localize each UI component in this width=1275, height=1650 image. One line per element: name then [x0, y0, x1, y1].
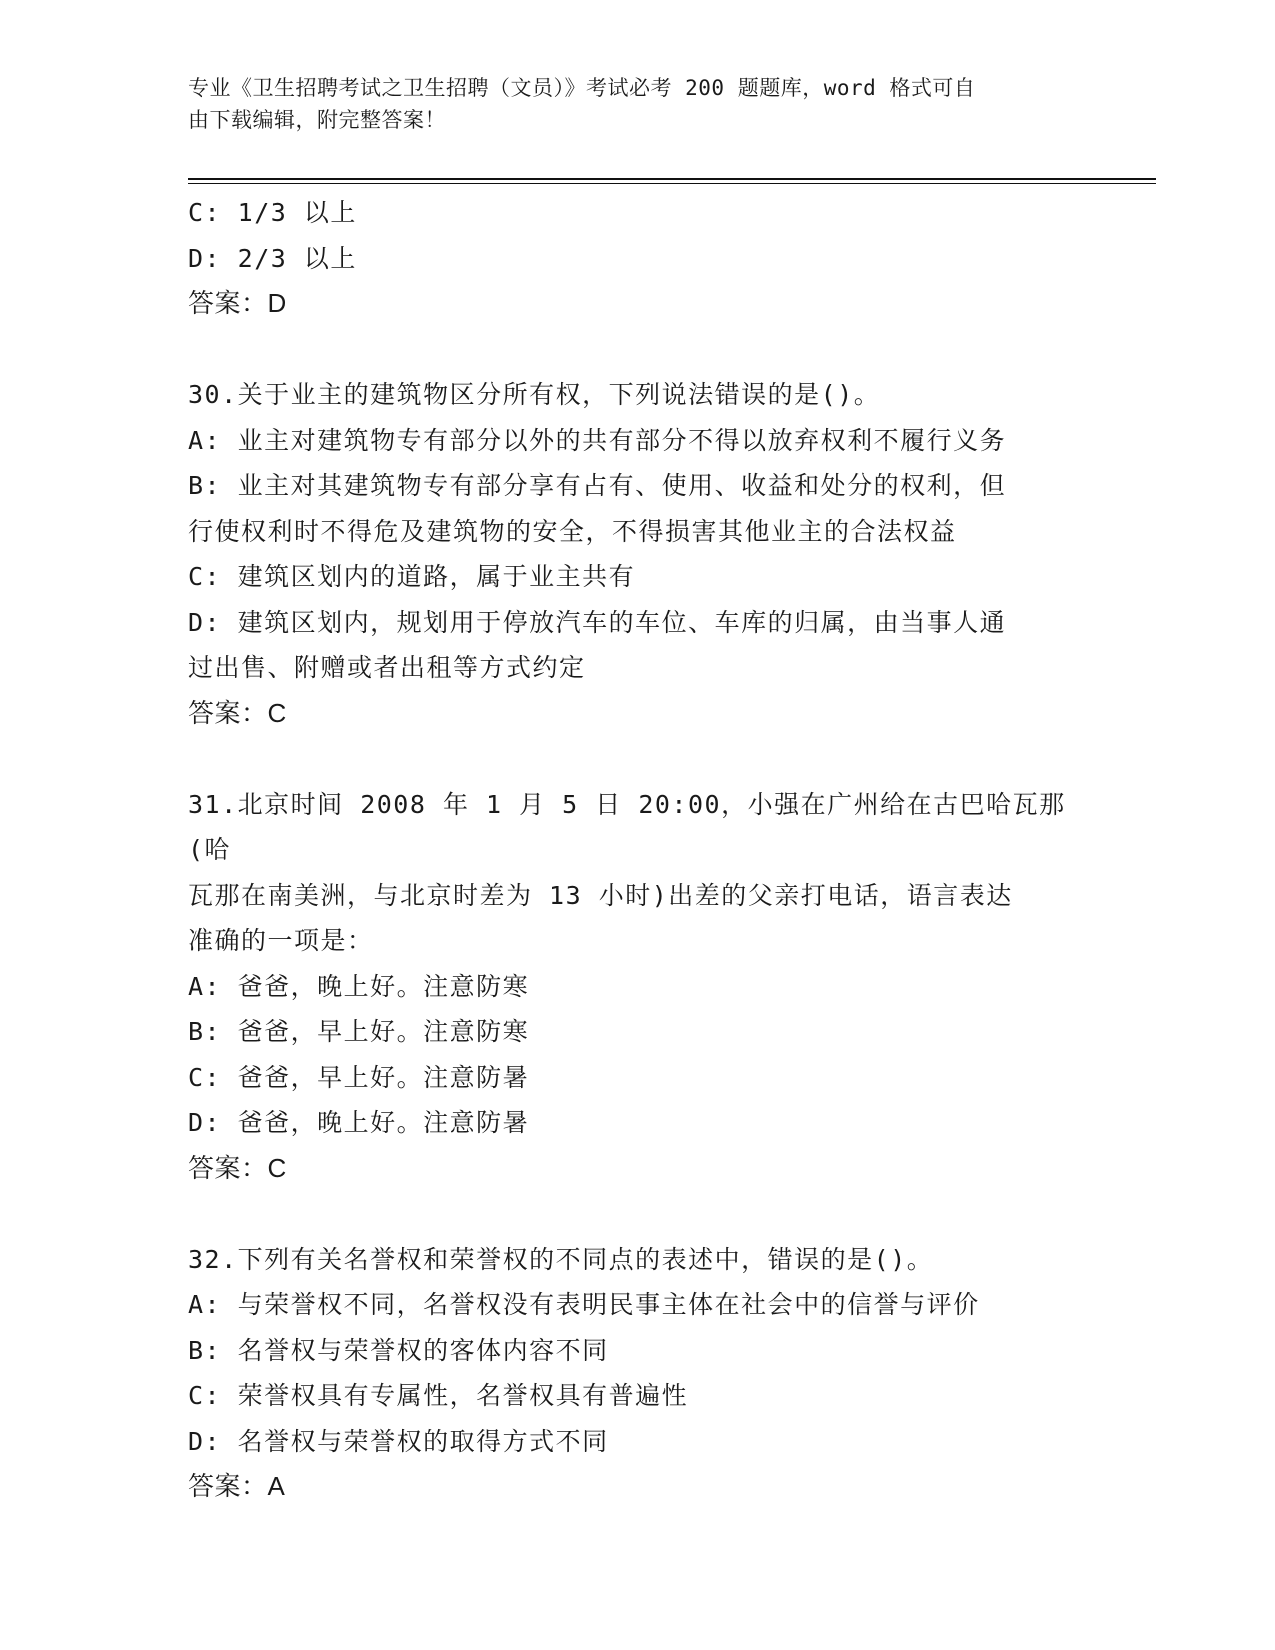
question-32 [188, 1237, 1078, 1510]
option-d: D: 2/3 以上 [188, 243, 357, 273]
header-line: 由下载编辑，附完整答案！ [188, 108, 446, 132]
option-a: A: 爸爸，晚上好。注意防寒 [188, 971, 530, 1001]
document-header [188, 72, 1068, 136]
option-d: D: 名誉权与荣誉权的取得方式不同 [188, 1426, 609, 1456]
question-31 [188, 782, 1078, 1192]
option-c: C: 1/3 以上 [188, 198, 357, 227]
question-29-tail [188, 190, 1078, 327]
question-stem: 31.北京时间 2008 年 1 月 5 日 20:00，小强在广州给在古巴哈瓦那(哈 [188, 789, 1066, 864]
option-b: B: 爸爸，早上好。注意防寒 [188, 1017, 530, 1046]
option-b: B: 业主对其建筑物专有部分享有占有、使用、收益和处分的权利，但 [188, 471, 1007, 500]
option-a: A: 与荣誉权不同，名誉权没有表明民事主体在社会中的信誉与评价 [188, 1290, 980, 1319]
header-divider-thin [188, 183, 1156, 184]
option-d: D: 爸爸，晚上好。注意防暑 [188, 1108, 530, 1137]
question-30 [188, 372, 1078, 736]
answer: 答案：C [188, 697, 287, 728]
question-stem-continued: 准确的一项是： [188, 926, 374, 955]
option-d-continued: 过出售、附赠或者出租等方式约定 [188, 653, 586, 682]
spacer [188, 1191, 1078, 1237]
answer: 答案：C [188, 1152, 287, 1183]
option-b-continued: 行使权利时不得危及建筑物的安全，不得损害其他业主的合法权益 [188, 516, 957, 546]
option-d: D: 建筑区划内，规划用于停放汽车的车位、车库的归属，由当事人通 [188, 607, 1007, 637]
option-c: C: 爸爸，早上好。注意防暑 [188, 1062, 530, 1092]
answer: 答案：D [188, 288, 287, 318]
question-list [188, 190, 1078, 1510]
option-c: C: 建筑区划内的道路，属于业主共有 [188, 562, 636, 591]
option-c: C: 荣誉权具有专属性，名誉权具有普遍性 [188, 1381, 689, 1410]
option-a: A: 业主对建筑物专有部分以外的共有部分不得以放弃权利不履行义务 [188, 425, 1007, 455]
answer: 答案：A [188, 1471, 286, 1501]
spacer [188, 736, 1078, 782]
question-stem: 30.关于业主的建筑物区分所有权，下列说法错误的是()。 [188, 380, 881, 409]
question-stem-continued: 瓦那在南美洲，与北京时差为 13 小时)出差的父亲打电话，语言表达 [188, 880, 1013, 910]
spacer [188, 327, 1078, 373]
header-divider [188, 178, 1156, 180]
option-b: B: 名誉权与荣誉权的客体内容不同 [188, 1335, 609, 1365]
question-stem: 32.下列有关名誉权和荣誉权的不同点的表述中，错误的是()。 [188, 1244, 934, 1274]
header-line: 专业《卫生招聘考试之卫生招聘（文员）》考试必考 200 题题库，word 格式可自 [188, 76, 976, 100]
